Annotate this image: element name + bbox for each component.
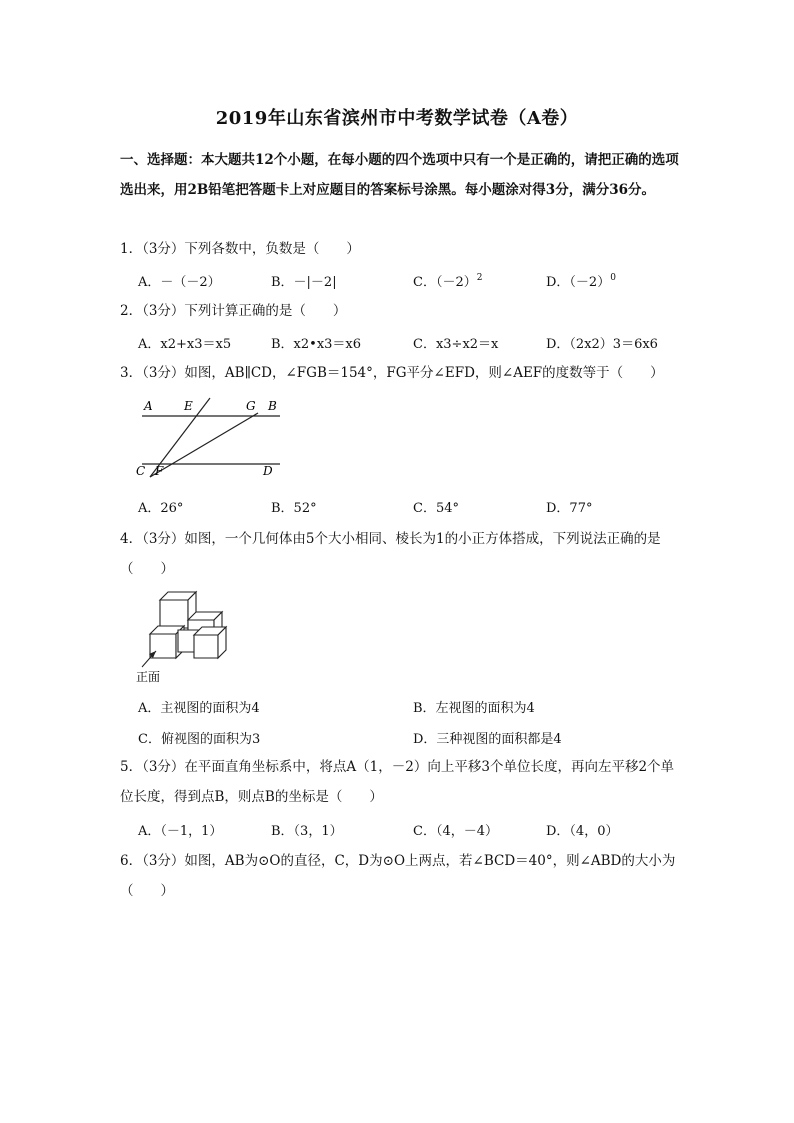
option-b: B．左视图的面积为4 [413,701,535,716]
option-d: D．77° [546,501,593,516]
option-b: B．－|－2| [271,275,337,290]
option-c: C．$(-2)^2$ [413,273,483,290]
option-a: A．26° [138,501,184,516]
option-d-exponent: 0 [610,273,616,283]
option-a: A．－（－2） [138,275,221,290]
option-a: A．x2+x3＝x5 [138,337,232,352]
option-d: D．$(-2)^0$ [546,273,616,290]
question-2-stem: 2．（3分）下列计算正确的是（ ） [120,303,347,319]
question-1-options [138,271,698,295]
question-4-stem: 4．（3分）如图，一个几何体由5个大小相同、棱长为1的小正方体搭成，下列说法正确的是（ ） [120,531,661,577]
label-d: D [263,464,273,478]
question-3-stem: 3．（3分）如图，AB∥CD，∠FGB＝154°，FG平分∠EFD，则∠AEF的度数等于（ ） [120,365,664,381]
label-e: E [184,399,193,413]
option-c: C．（4，－4） [413,824,498,839]
parallel-lines-figure [130,395,290,485]
option-c-exponent: 2 [476,273,483,283]
page-title: 2019年山东省滨州市中考数学试卷（A卷） [215,108,579,129]
option-b: B．x2•x3＝x6 [271,337,362,352]
label-c: C [136,464,146,478]
option-c: C．x3÷x2＝x [413,337,499,352]
question-6-stem: 6．（3分）如图，AB为⊙O的直径，C，D为⊙O上两点，若∠BCD＝40°，则∠ABD的大小为（ ） [120,853,676,899]
label-b: B [268,399,277,413]
question-4-options-row-2 [138,728,698,752]
line-fg [150,413,258,477]
option-b: B．（3，1） [271,824,343,839]
question-4-options-row-1 [138,697,698,721]
question-3-options [138,497,698,521]
label-a: A [144,399,153,413]
cube-face [194,635,218,658]
question-5-options [138,820,698,844]
question-5-stem: 5．（3分）在平面直角坐标系中，将点A（1，－2）向上平移3个单位长度，再向左平移2个单位长度，得到点B，则点B的坐标是（ ） [120,759,675,805]
question-2-options [138,333,698,357]
label-f: F [155,464,164,478]
option-b: B．52° [271,501,317,516]
option-d: D．（4，0） [546,824,619,839]
section-heading: 一、选择题：本大题共12个小题，在每小题的四个选项中只有一个是正确的，请把正确的选项选出来，用2B铅笔把答题卡上对应题目的答案标号涂黑。每小题涂对得3分，满分36分。 [120,152,679,198]
front-label: 正面 [136,670,161,684]
label-g: G [246,399,256,413]
option-a: A．（－1，1） [138,824,223,839]
option-d: D．（2x2）3＝6x6 [546,337,658,352]
cubes-figure [134,585,244,685]
option-c: C．俯视图的面积为3 [138,732,261,747]
option-c: C．54° [413,501,459,516]
option-a: A．主视图的面积为4 [138,701,260,716]
cube-face [160,600,188,628]
option-d: D．三种视图的面积都是4 [413,732,562,747]
question-1-stem: 1．（3分）下列各数中，负数是（ ） [120,241,360,257]
